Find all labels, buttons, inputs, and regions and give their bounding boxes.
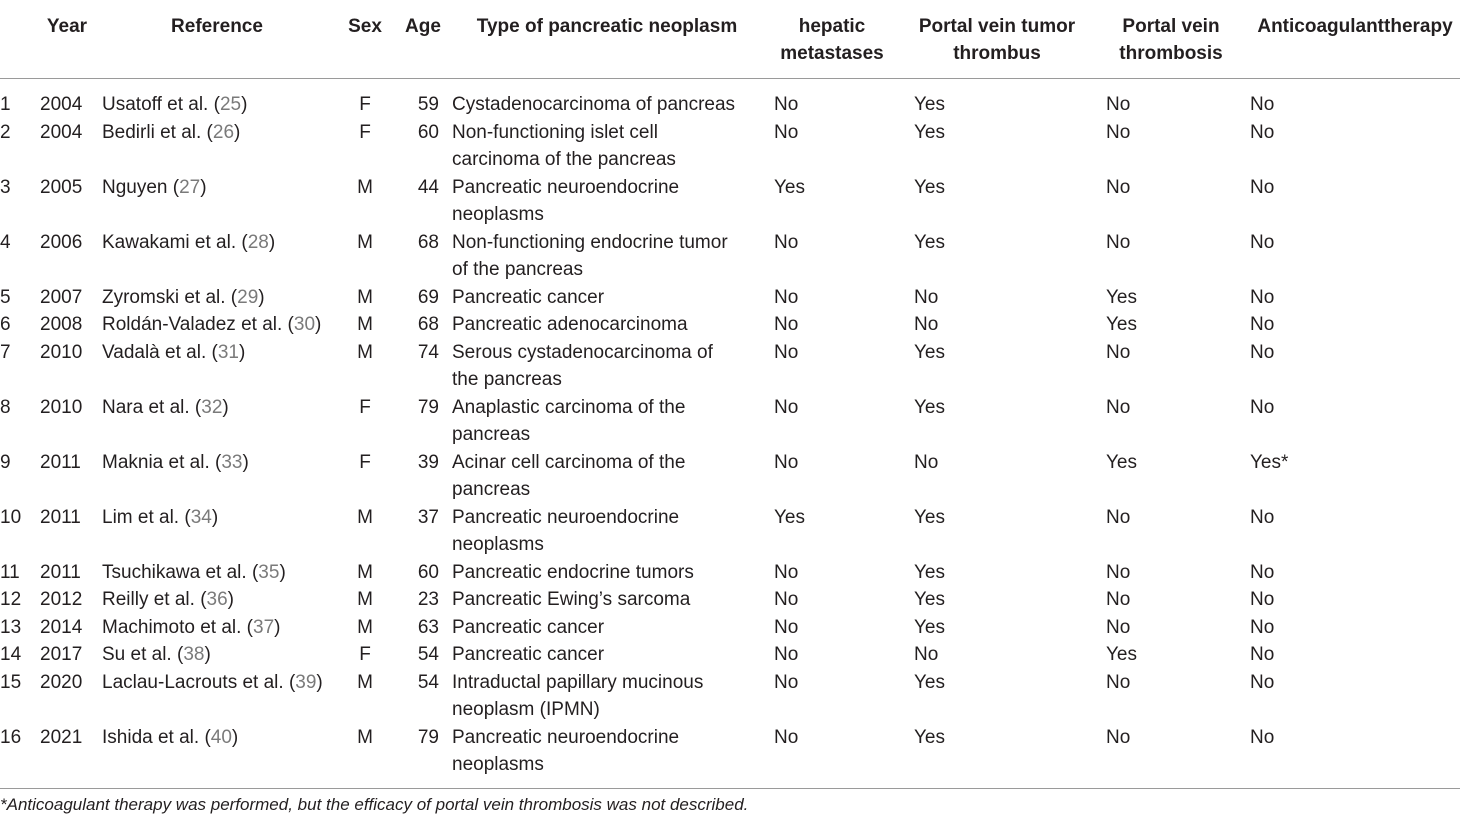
row-anticoag: No xyxy=(1250,121,1275,143)
row-year: 2011 xyxy=(40,506,81,528)
row-sex: M xyxy=(357,561,373,583)
table-footnote: *Anticoagulant therapy was performed, but the efficacy of portal vein thrombosis was not described. xyxy=(0,795,749,814)
row-index: 8 xyxy=(0,396,11,418)
type-line1: Pancreatic adenocarcinoma xyxy=(452,314,688,335)
row-pvt: Yes xyxy=(1106,286,1137,308)
row-reference xyxy=(98,394,336,449)
row-index: 6 xyxy=(0,314,11,335)
reference-close: ) xyxy=(222,396,229,418)
row-type xyxy=(452,339,762,394)
table-row xyxy=(0,724,1460,789)
row-type xyxy=(452,311,762,339)
type-line1: Acinar cell carcinoma of the xyxy=(452,451,686,473)
row-anticoag: No xyxy=(1250,616,1275,638)
reference-text: Zyromski et al. ( xyxy=(102,286,238,308)
row-index: 2 xyxy=(0,121,11,143)
reference-close: ) xyxy=(211,506,219,528)
row-year: 2004 xyxy=(40,121,83,143)
table-header xyxy=(0,0,1460,79)
row-reference xyxy=(98,174,336,229)
row-sex: M xyxy=(357,231,373,253)
row-type xyxy=(452,229,762,284)
header-anticoag: Anticoagulanttherapy xyxy=(1250,0,1460,79)
row-index: 13 xyxy=(0,616,22,638)
reference-text: Ishida et al. ( xyxy=(102,726,211,748)
row-anticoag: No xyxy=(1250,286,1275,308)
row-type xyxy=(452,449,762,504)
reference-close: ) xyxy=(268,231,276,253)
row-year: 2008 xyxy=(40,314,83,335)
reference-close: ) xyxy=(315,314,322,335)
row-hepatic: No xyxy=(774,671,799,693)
row-pvt: No xyxy=(1106,94,1131,115)
row-hepatic: Yes xyxy=(774,506,805,528)
row-reference xyxy=(98,449,336,504)
row-age: 39 xyxy=(417,451,439,473)
row-pvtt: Yes xyxy=(914,94,945,115)
row-index: 3 xyxy=(0,176,11,198)
type-line1: Pancreatic neuroendocrine xyxy=(452,726,680,748)
row-sex: M xyxy=(357,314,373,335)
row-year: 2011 xyxy=(40,561,81,583)
row-year: 2004 xyxy=(40,94,83,115)
table-row xyxy=(0,284,1460,312)
row-pvtt: Yes xyxy=(914,341,945,363)
row-reference xyxy=(98,79,336,119)
row-age: 74 xyxy=(417,341,439,363)
row-reference xyxy=(98,284,336,312)
row-anticoag: No xyxy=(1250,644,1275,665)
row-pvtt: Yes xyxy=(902,724,1092,789)
citation-link[interactable]: 30 xyxy=(293,314,316,335)
row-anticoag: No xyxy=(1250,231,1275,253)
table-row xyxy=(0,586,1460,614)
citation-link[interactable]: 37 xyxy=(253,616,275,638)
row-age: 63 xyxy=(417,616,439,638)
row-pvt: No xyxy=(1106,506,1131,528)
row-pvt: No xyxy=(1106,341,1131,363)
row-hepatic: Yes xyxy=(774,176,805,198)
reference-text: Laclau-Lacrouts et al. ( xyxy=(102,671,296,693)
reference-text: Machimoto et al. ( xyxy=(102,616,253,638)
citation-link[interactable]: 27 xyxy=(179,176,201,198)
row-age: 79 xyxy=(394,724,452,789)
row-year: 2017 xyxy=(40,644,83,665)
header-hepatic xyxy=(762,0,902,79)
table-row xyxy=(0,229,1460,284)
header-sex: Sex xyxy=(336,0,394,79)
type-line2: carcinoma of the pancreas xyxy=(452,149,676,170)
row-age: 23 xyxy=(417,589,439,610)
row-year: 2020 xyxy=(40,671,83,693)
header-index xyxy=(0,0,36,79)
table-body xyxy=(0,79,1460,789)
row-pvt: No xyxy=(1092,724,1250,789)
row-year: 2010 xyxy=(40,396,83,418)
header-year: Year xyxy=(36,0,98,79)
row-sex: F xyxy=(359,121,371,143)
citation-link[interactable]: 34 xyxy=(190,506,212,528)
citation-link[interactable]: 28 xyxy=(247,231,269,253)
row-pvtt: Yes xyxy=(914,561,945,583)
reference-text: Nara et al. ( xyxy=(102,396,202,418)
row-pvt: No xyxy=(1106,231,1131,253)
reference-close: ) xyxy=(242,451,249,473)
row-sex: M xyxy=(357,341,373,363)
row-sex: M xyxy=(357,506,373,528)
row-hepatic: No xyxy=(774,286,799,308)
row-age: 44 xyxy=(417,176,439,198)
row-sex: F xyxy=(359,644,371,665)
type-line2: pancreas xyxy=(452,424,531,445)
row-hepatic: No xyxy=(774,589,799,610)
header-hepatic-line2: metastases xyxy=(780,43,884,64)
row-type xyxy=(452,119,762,174)
row-year: 2011 xyxy=(40,451,81,473)
row-age: 68 xyxy=(417,231,439,253)
type-line2: neoplasms xyxy=(452,754,544,775)
row-index: 7 xyxy=(0,341,11,363)
row-reference xyxy=(98,119,336,174)
row-pvt: Yes xyxy=(1106,451,1137,473)
table-row xyxy=(0,394,1460,449)
type-line1: Pancreatic cancer xyxy=(452,286,605,308)
row-hepatic: No xyxy=(774,231,799,253)
row-year: 2014 xyxy=(40,616,83,638)
row-anticoag: No xyxy=(1250,314,1275,335)
row-hepatic: No xyxy=(774,94,799,115)
row-sex: M xyxy=(357,286,373,308)
type-line1: Pancreatic neuroendocrine xyxy=(452,176,680,198)
row-hepatic: No xyxy=(774,451,799,473)
row-hepatic: No xyxy=(774,396,799,418)
row-sex: M xyxy=(336,724,394,789)
row-sex: M xyxy=(357,671,373,693)
row-index: 12 xyxy=(0,589,22,610)
row-reference xyxy=(98,559,336,587)
reference-close: ) xyxy=(204,644,211,665)
type-line1: Serous cystadenocarcinoma of xyxy=(452,341,713,363)
row-type xyxy=(452,641,762,669)
row-sex: M xyxy=(357,616,373,638)
row-type xyxy=(452,586,762,614)
reference-close: ) xyxy=(241,94,248,115)
row-index: 5 xyxy=(0,286,11,308)
row-index: 14 xyxy=(0,644,22,665)
row-type xyxy=(452,559,762,587)
row-anticoag: No xyxy=(1250,506,1275,528)
type-line2: pancreas xyxy=(452,479,531,500)
row-anticoag: No xyxy=(1250,396,1275,418)
row-anticoag: No xyxy=(1250,341,1275,363)
header-age: Age xyxy=(394,0,452,79)
row-index: 1 xyxy=(0,94,11,115)
row-age: 60 xyxy=(417,561,439,583)
table-row xyxy=(0,449,1460,504)
reference-close: ) xyxy=(231,726,239,748)
table-row xyxy=(0,669,1460,724)
row-pvtt: No xyxy=(914,286,939,308)
reference-text: Maknia et al. ( xyxy=(102,451,222,473)
citation-link[interactable]: 29 xyxy=(237,286,259,308)
row-pvtt: No xyxy=(914,451,939,473)
row-hepatic: No xyxy=(774,616,799,638)
type-line1: Pancreatic Ewing’s sarcoma xyxy=(452,589,691,610)
type-line2: neoplasm (IPMN) xyxy=(452,699,600,720)
row-pvtt: Yes xyxy=(914,506,945,528)
row-pvt: Yes xyxy=(1106,644,1137,665)
row-reference xyxy=(98,229,336,284)
reference-close: ) xyxy=(279,561,286,583)
row-hepatic: No xyxy=(774,314,799,335)
row-hepatic: No xyxy=(774,121,799,143)
type-line1: Pancreatic cancer xyxy=(452,616,605,638)
row-pvt: No xyxy=(1106,121,1131,143)
reference-text: Lim et al. ( xyxy=(102,506,191,528)
reference-close: ) xyxy=(200,176,207,198)
row-index: 16 xyxy=(0,724,36,789)
row-reference xyxy=(98,669,336,724)
row-age: 54 xyxy=(417,644,439,665)
row-index: 11 xyxy=(0,561,20,583)
row-type xyxy=(452,174,762,229)
reference-text: Tsuchikawa et al. ( xyxy=(102,561,259,583)
row-year: 2021 xyxy=(36,724,98,789)
row-type xyxy=(452,504,762,559)
type-line2: the pancreas xyxy=(452,369,562,390)
row-reference xyxy=(98,504,336,559)
row-hepatic: No xyxy=(762,724,902,789)
row-type xyxy=(452,394,762,449)
reference-text: Su et al. ( xyxy=(102,644,184,665)
reference-text: Reilly et al. ( xyxy=(102,589,207,610)
reference-close: ) xyxy=(234,121,241,143)
row-reference xyxy=(98,311,336,339)
type-line1: Pancreatic endocrine tumors xyxy=(452,561,694,583)
type-line1: Pancreatic neuroendocrine xyxy=(452,506,680,528)
row-pvtt: Yes xyxy=(914,396,945,418)
header-reference: Reference xyxy=(98,0,336,79)
row-age: 60 xyxy=(417,121,439,143)
citation-link[interactable]: 32 xyxy=(201,396,223,418)
row-pvtt: Yes xyxy=(914,616,945,638)
row-type xyxy=(452,614,762,642)
citation-link[interactable]: 35 xyxy=(258,561,280,583)
row-anticoag: No xyxy=(1250,561,1275,583)
row-year: 2012 xyxy=(40,589,83,610)
citation-link[interactable]: 38 xyxy=(183,644,205,665)
reference-text: Vadalà et al. ( xyxy=(102,341,218,363)
type-line2: neoplasms xyxy=(452,534,544,555)
type-line1: Intraductal papillary mucinous xyxy=(452,671,704,693)
type-line1: Anaplastic carcinoma of the xyxy=(452,396,686,418)
row-pvtt: Yes xyxy=(914,231,945,253)
header-pvtt-line1: Portal vein tumor xyxy=(918,16,1076,37)
reference-close: ) xyxy=(227,589,234,610)
row-anticoag: No xyxy=(1250,724,1460,789)
reference-close: ) xyxy=(258,286,265,308)
type-line1: Non-functioning endocrine tumor xyxy=(452,231,728,253)
row-pvt: No xyxy=(1106,671,1131,693)
row-pvtt: Yes xyxy=(914,176,945,198)
table-row xyxy=(0,641,1460,669)
row-sex: M xyxy=(357,589,373,610)
row-age: 69 xyxy=(417,286,439,308)
type-line1: Pancreatic cancer xyxy=(452,644,605,665)
type-line2: neoplasms xyxy=(452,204,544,225)
row-age: 59 xyxy=(417,94,439,115)
row-sex: F xyxy=(359,451,371,473)
citation-link[interactable]: 31 xyxy=(217,341,239,363)
reference-text: Kawakami et al. ( xyxy=(102,231,248,253)
type-line1: Cystadenocarcinoma of pancreas xyxy=(452,94,736,115)
reference-close: ) xyxy=(274,616,281,638)
citation-link[interactable]: 33 xyxy=(221,451,243,473)
row-year: 2007 xyxy=(40,286,83,308)
row-age: 68 xyxy=(417,314,439,335)
row-anticoag: Yes* xyxy=(1250,451,1289,473)
row-sex: F xyxy=(359,94,371,115)
row-pvtt: Yes xyxy=(914,121,945,143)
row-type xyxy=(452,79,762,119)
row-type xyxy=(452,669,762,724)
row-index: 15 xyxy=(0,671,22,693)
row-pvt: No xyxy=(1106,176,1131,198)
citation-link[interactable]: 39 xyxy=(295,671,317,693)
type-line1: Non-functioning islet cell xyxy=(452,121,658,143)
reference-close: ) xyxy=(238,341,246,363)
type-line2: of the pancreas xyxy=(452,259,583,280)
row-age: 37 xyxy=(417,506,439,528)
citation-link[interactable]: 36 xyxy=(206,589,228,610)
row-year: 2010 xyxy=(40,341,83,363)
row-age: 54 xyxy=(417,671,439,693)
row-pvtt: No xyxy=(914,644,939,665)
row-anticoag: No xyxy=(1250,671,1275,693)
reference-text: Nguyen ( xyxy=(102,176,180,198)
table-row xyxy=(0,311,1460,339)
table-row xyxy=(0,504,1460,559)
row-reference xyxy=(98,724,336,789)
row-index: 4 xyxy=(0,231,11,253)
row-year: 2005 xyxy=(40,176,83,198)
row-age: 79 xyxy=(417,396,439,418)
row-reference xyxy=(98,339,336,394)
row-pvtt: Yes xyxy=(914,671,945,693)
table-row xyxy=(0,79,1460,119)
row-pvt: No xyxy=(1106,589,1131,610)
row-reference xyxy=(98,641,336,669)
row-anticoag: No xyxy=(1250,94,1275,115)
row-year: 2006 xyxy=(40,231,83,253)
reference-text: Roldán-Valadez et al. ( xyxy=(102,314,294,335)
reference-text: Usatoff et al. ( xyxy=(102,94,220,115)
row-hepatic: No xyxy=(774,341,799,363)
row-anticoag: No xyxy=(1250,589,1275,610)
citation-link[interactable]: 40 xyxy=(210,726,232,748)
row-reference xyxy=(98,586,336,614)
row-pvtt: Yes xyxy=(914,589,945,610)
reference-text: Bedirli et al. ( xyxy=(102,121,213,143)
reference-close: ) xyxy=(316,671,323,693)
row-pvtt: No xyxy=(914,314,939,335)
row-sex: F xyxy=(359,396,371,418)
header-pvtt-line2: thrombus xyxy=(953,43,1041,64)
header-pvtt xyxy=(902,0,1092,79)
header-hepatic-line1: hepatic xyxy=(798,16,866,37)
header-type: Type of pancreatic neoplasm xyxy=(452,0,762,79)
row-pvt: No xyxy=(1106,561,1131,583)
table-row xyxy=(0,559,1460,587)
row-sex: M xyxy=(357,176,373,198)
row-type xyxy=(452,284,762,312)
row-pvt: No xyxy=(1106,396,1131,418)
row-anticoag: No xyxy=(1250,176,1275,198)
header-pvt xyxy=(1092,0,1250,79)
table-row xyxy=(0,339,1460,394)
row-pvt: No xyxy=(1106,616,1131,638)
row-type xyxy=(452,724,762,789)
citation-link[interactable]: 25 xyxy=(219,94,242,115)
table-row xyxy=(0,119,1460,174)
row-hepatic: No xyxy=(774,561,799,583)
table-row xyxy=(0,614,1460,642)
header-pvt-line2: thrombosis xyxy=(1119,43,1223,64)
row-reference xyxy=(98,614,336,642)
row-index: 9 xyxy=(0,451,11,473)
row-index: 10 xyxy=(0,506,22,528)
row-hepatic: No xyxy=(774,644,799,665)
citation-link[interactable]: 26 xyxy=(212,121,235,143)
header-pvt-line1: Portal vein xyxy=(1122,16,1220,37)
row-pvt: Yes xyxy=(1106,314,1137,335)
table-row xyxy=(0,174,1460,229)
